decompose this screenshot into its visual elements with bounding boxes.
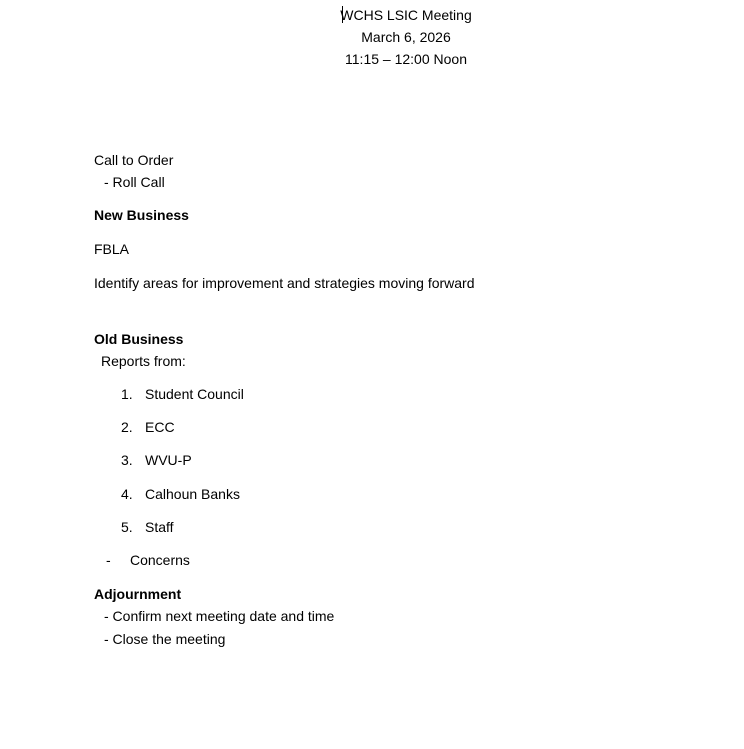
list-item: Staff bbox=[145, 519, 174, 535]
list-item: ECC bbox=[145, 419, 175, 435]
new-business-item: Identify areas for improvement and strategies moving forward bbox=[94, 275, 475, 291]
list-item: WVU-P bbox=[145, 452, 192, 468]
reports-label: Reports from: bbox=[101, 353, 186, 369]
list-item: Student Council bbox=[145, 386, 244, 402]
list-number: 2. bbox=[121, 419, 133, 435]
old-business-heading: Old Business bbox=[94, 331, 184, 347]
list-item: Calhoun Banks bbox=[145, 486, 240, 502]
meeting-time: 11:15 – 12:00 Noon bbox=[345, 51, 467, 67]
concerns-item: Concerns bbox=[130, 552, 190, 568]
call-to-order-heading: Call to Order bbox=[94, 152, 174, 168]
adjournment-item: - Close the meeting bbox=[104, 631, 226, 647]
new-business-item: FBLA bbox=[94, 241, 130, 257]
list-number: 4. bbox=[121, 486, 133, 502]
document-title: WCHS LSIC Meeting bbox=[340, 7, 472, 23]
adjournment-item: - Confirm next meeting date and time bbox=[104, 608, 335, 624]
concerns-dash: - bbox=[106, 552, 111, 568]
new-business-heading: New Business bbox=[94, 207, 189, 223]
adjournment-heading: Adjournment bbox=[94, 586, 182, 602]
list-number: 3. bbox=[121, 452, 133, 468]
roll-call-item: - Roll Call bbox=[104, 174, 165, 190]
list-number: 1. bbox=[121, 386, 133, 402]
meeting-date: March 6, 2026 bbox=[361, 29, 451, 45]
list-number: 5. bbox=[121, 519, 133, 535]
